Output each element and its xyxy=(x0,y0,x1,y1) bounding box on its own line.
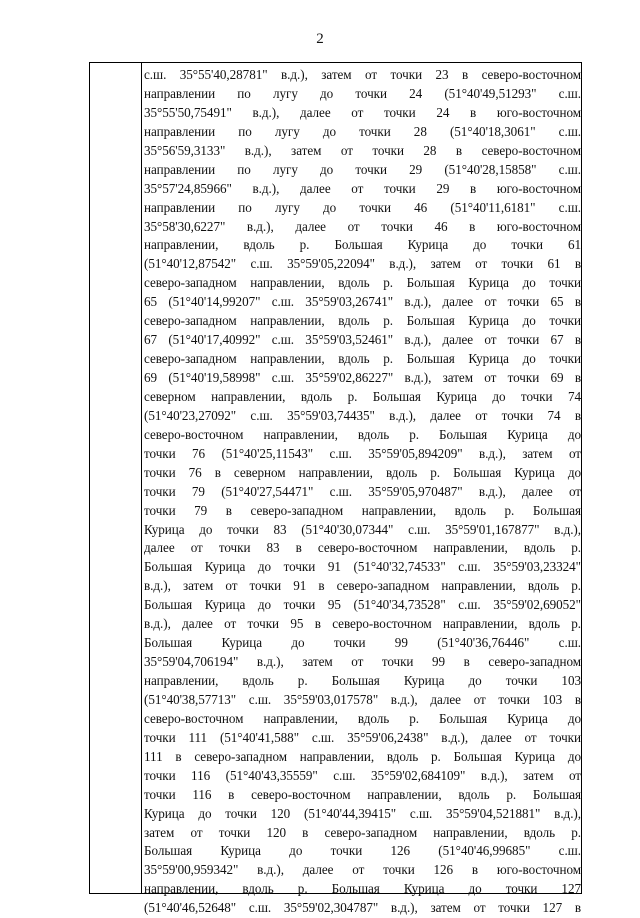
text-line: направлении по лугу до точки 24 (51°40'49,51293" с.ш. xyxy=(144,85,581,101)
text-line: Большая Курица до точки 99 (51°40'36,76446" с.ш. xyxy=(144,635,581,651)
table-left-column xyxy=(90,63,142,893)
text-line: точки 76 в северном направлении, вдоль р. Большая Курица до xyxy=(144,464,581,480)
text-line: 35°58'30,6227" в.д.), далее от точки 46 в юго-восточном xyxy=(144,218,581,234)
table-right-column xyxy=(142,63,583,916)
text-line: 35°59'00,959342" в.д.), далее от точки 126 в юго-восточном xyxy=(144,862,581,878)
text-line: точки 111 (51°40'41,588" с.ш. 35°59'06,2438" в.д.), далее от точки xyxy=(144,729,581,745)
text-line: направлении по лугу до точки 46 (51°40'11,6181" с.ш. xyxy=(144,199,581,215)
text-line: направлении, вдоль р. Большая Курица до точки 61 xyxy=(144,237,581,253)
text-line: северо-западном направлении, вдоль р. Большая Курица до точки xyxy=(144,313,581,329)
text-line: Курица до точки 120 (51°40'44,39415" с.ш. 35°59'04,521881" в.д.), xyxy=(144,805,581,821)
text-line: Большая Курица до точки 91 (51°40'32,74533" с.ш. 35°59'03,23324" xyxy=(144,559,581,575)
text-line: Большая Курица до точки 95 (51°40'34,73528" с.ш. 35°59'02,69052" xyxy=(144,597,581,613)
text-line: северо-восточном направлении, вдоль р. Большая Курица до xyxy=(144,426,581,442)
text-line: 111 в северо-западном направлении, вдоль р. Большая Курица до xyxy=(144,748,581,764)
text-line: далее от точки 83 в северо-восточном направлении, вдоль р. xyxy=(144,540,581,556)
text-line: (51°40'23,27092" с.ш. 35°59'03,74435" в.д.), далее от точки 74 в xyxy=(144,407,581,423)
text-line: 69 (51°40'19,58998" с.ш. 35°59'02,86227" в.д.), затем от точки 69 в xyxy=(144,370,581,385)
boundary-description-text xyxy=(142,63,583,918)
text-line: Большая Курица до точки 126 (51°40'46,99685" с.ш. xyxy=(144,843,581,859)
text-line: 65 (51°40'14,99207" с.ш. 35°59'03,26741" в.д.), далее от точки 65 в xyxy=(144,294,581,310)
text-line: с.ш. 35°55'40,28781" в.д.), затем от точки 23 в северо-восточном xyxy=(144,67,581,82)
text-line: точки 116 в северо-восточном направлении, вдоль р. Большая xyxy=(144,786,581,802)
text-line: точки 116 (51°40'43,35559" с.ш. 35°59'02,684109" в.д.), затем от xyxy=(144,767,581,783)
text-line: 35°56'59,3133" в.д.), затем от точки 28 в северо-восточном xyxy=(144,142,581,158)
text-line: точки 79 (51°40'27,54471" с.ш. 35°59'05,970487" в.д.), далее от xyxy=(144,483,581,499)
text-line: (51°40'46,52648" с.ш. 35°59'02,304787" в.д.), затем от точки 127 в xyxy=(144,900,581,916)
text-line: 67 (51°40'17,40992" с.ш. 35°59'03,52461" в.д.), далее от точки 67 в xyxy=(144,332,581,348)
text-line: северо-западном направлении, вдоль р. Большая Курица до точки xyxy=(144,351,581,367)
page-number: 2 xyxy=(316,31,324,47)
text-line: Курица до точки 83 (51°40'30,07344" с.ш. 35°59'01,167877" в.д.), xyxy=(144,521,581,537)
text-line: 35°57'24,85966" в.д.), далее от точки 29 в юго-восточном xyxy=(144,180,581,196)
text-line: в.д.), далее от точки 95 в северо-восточном направлении, вдоль р. xyxy=(144,616,581,632)
text-line: точки 79 в северо-западном направлении, вдоль р. Большая xyxy=(144,502,581,518)
text-line: 35°55'50,75491" в.д.), далее от точки 24 в юго-восточном xyxy=(144,104,581,120)
text-line: 35°59'04,706194" в.д.), затем от точки 99 в северо-западном xyxy=(144,654,581,670)
text-line: направлении по лугу до точки 28 (51°40'18,3061" с.ш. xyxy=(144,123,581,139)
text-line: направлении по лугу до точки 29 (51°40'28,15858" с.ш. xyxy=(144,161,581,177)
text-line: направлении, вдоль р. Большая Курица до точки 103 xyxy=(144,673,581,688)
text-line: северо-восточном направлении, вдоль р. Большая Курица до xyxy=(144,710,581,726)
text-line: направлении, вдоль р. Большая Курица до точки 127 xyxy=(144,881,581,897)
document-table xyxy=(89,62,582,916)
text-line: (51°40'12,87542" с.ш. 35°59'05,22094" в.д.), затем от точки 61 в xyxy=(144,256,581,272)
text-line: северном направлении, вдоль р. Большая Курица до точки 74 xyxy=(144,388,581,404)
text-line: в.д.), затем от точки 91 в северо-западном направлении, вдоль р. xyxy=(144,578,581,594)
text-line: затем от точки 120 в северо-западном направлении, вдоль р. xyxy=(144,824,581,840)
text-line: точки 76 (51°40'25,11543" с.ш. 35°59'05,894209" в.д.), затем от xyxy=(144,445,581,461)
text-line: (51°40'38,57713" с.ш. 35°59'03,017578" в.д.), далее от точки 103 в xyxy=(144,691,581,707)
text-line: северо-западном направлении, вдоль р. Большая Курица до точки xyxy=(144,275,581,291)
